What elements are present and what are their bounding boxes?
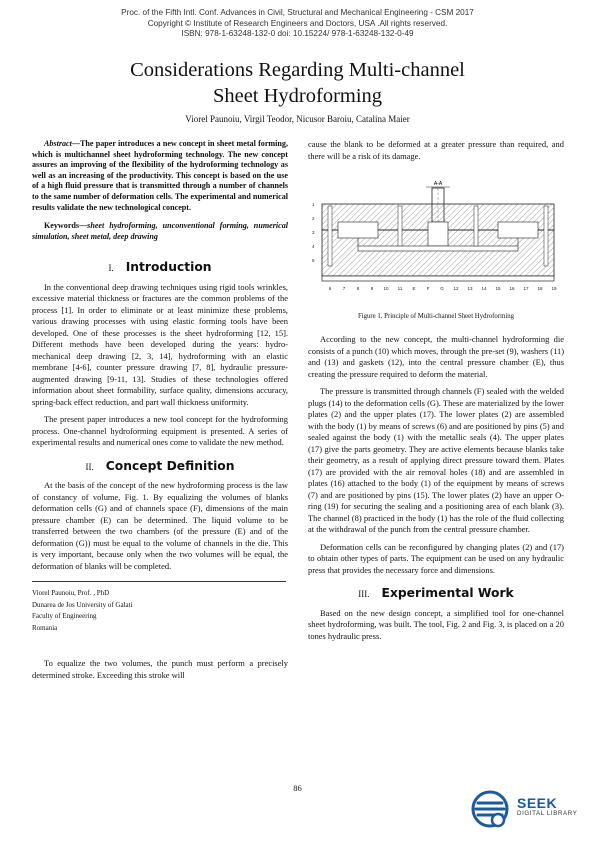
figure-label: 11: [397, 286, 403, 291]
conference-line: Proc. of the Fifth Intl. Conf. Advances in Civil, Structural and Mechanical Engineering - CSM 2017: [121, 8, 474, 17]
section-number: I.: [108, 263, 114, 274]
figure-label: E: [412, 286, 416, 291]
logo-subtitle: DIGITAL LIBRARY: [517, 810, 578, 817]
figure-label: G: [440, 286, 444, 291]
paragraph: According to the new concept, the multi-channel hydroforming die consists of a punch (10) which moves, through the pre-set (9), washers (11) and (13) and gaskets (12), into the central pressure chamber (E), thus creating the pressure required to deform the material.: [308, 334, 564, 379]
figure-caption: Figure 1. Principle of Multi-channel Sheet Hydroforming: [357, 312, 515, 320]
section-title: Introduction: [125, 260, 212, 275]
paragraph: The pressure is transmitted through channels (F) sealed with the welded plugs (14) to the deformation cells (G). These are materialized by the lower plates (2) and the upper plates (17). The lower plates (2) are assembled with the body (1) by means of screws (6) and are positioned by pins (5) and sealed against the body (1) with the metallic seals (4). The upper plates (17) give the parts geometry. They are active elements because blanks take their geometry, as a result of applying direct pressure toward them. Plates (17) are provided with the air removal holes (18) and are assembled in plates (16) attached to the body (1) of the equipment by means of screws (7) and are positioned by pins (15). The lower plates (2) have an upper O-ring (19) for securing the sealing and a positioning area of each blank (3). The channel (8) practiced in the body (1) has the role of the fluid collecting at the withdrawal of the punch from the central pressure chamber.: [308, 386, 564, 534]
figure-label: 1: [312, 202, 315, 207]
figure-label: 9: [370, 286, 374, 291]
figure-label: 6: [328, 286, 332, 291]
figure-label: 19: [551, 286, 557, 291]
affiliation-line: Romania: [32, 623, 58, 632]
logo-text: [517, 795, 577, 817]
deformation-cell: [338, 222, 378, 238]
figure-label: 12: [453, 286, 459, 291]
paragraph: In the conventional deep drawing techniques using rigid tools wrinkles, excessive material thickness or fractures are the common problems of the process [1]. In order to eliminate or at least minimize these problems, various drawing processes with using elastic forming tools have been developed. One of these processes is the sheet hydroforming [12, 15]. Different methods have been developed during the years: hydro-mechanical deep drawing [2, 3, 14], hydroforming with an elastic membrane [4-6], counter pressure drawing [7, 8], hydraulic pressure-augmented drawing [9-11, 13]. Studies of these technologies offered information about sheet formability, surface quality, dimensions accuracy, spring-back effect reduction, and part wall thickness uniformity.: [32, 281, 288, 407]
figure-label: 8: [356, 286, 360, 291]
section-number: III.: [358, 589, 370, 599]
keywords-text: sheet hydroforming, unconventional forming, numerical simulation, sheet metal, deep drawing: [32, 221, 288, 241]
copyright-line: Copyright © Institute of Research Engineers and Doctors, USA .All rights reserved.: [147, 18, 448, 28]
affiliation-line: Viorel Paunoiu, Prof. , PhD: [32, 589, 110, 598]
pressure-chamber: [428, 222, 448, 246]
affiliation-line: Faculty of Engineering: [32, 612, 97, 621]
keywords: [32, 221, 288, 242]
page-number: 86: [293, 783, 302, 793]
section-number: II.: [85, 461, 94, 472]
abstract: [32, 139, 288, 213]
left-column: [32, 139, 288, 687]
figure-label: 7: [342, 286, 346, 291]
seek-logo: [468, 789, 588, 829]
figure-label: 17: [523, 286, 529, 291]
section-title: Concept Definition: [105, 458, 235, 473]
figure-label: 14: [481, 286, 487, 291]
figure-label: 4: [312, 244, 315, 249]
figure-label: 3: [312, 230, 315, 235]
paragraph: The present paper introduces a new tool concept for the hydroforming process. One-channel hydroforming equipment is presented. A series of experimental results and numerical ones come to validate the new method.: [32, 414, 288, 448]
abstract-text: The paper introduces a new concept in sheet metal forming, which is multichannel sheet hydroforming technology. The new concept assures an improving of the flexibility of the hydroforming technology as well as an increasing of the productivity. This concept is based on the use of a high fluid pressure that is transmitted through a number of channels to the same number of deformation cells. The experimental and numerical results validate the new technological concept.: [32, 139, 288, 212]
footnote-rule: [32, 581, 286, 582]
affiliation: [32, 588, 288, 634]
isbn-line: ISBN: 978-1-63248-132-0 doi: 10.15224/ 978-1-63248-132-0-49: [181, 29, 414, 38]
paragraph: Based on the new design concept, a simplified tool for one-channel sheet hydroforming, was built. The tool, Fig. 2 and Fig. 3, is placed on a 20 tones hydraulic press.: [308, 607, 564, 641]
paragraph: cause the blank to be deformed at a greater pressure than required, and there will be a risk of its damage.: [308, 139, 564, 161]
conference-header: [0, 8, 595, 40]
figure-label: 16: [509, 286, 515, 291]
keywords-label: Keywords—: [44, 221, 88, 231]
authors: Viorel Paunoiu, Virgil Teodor, Nicusor Baroiu, Catalina Maier: [185, 114, 410, 124]
title-line-1: Considerations Regarding Multi-channel: [130, 59, 465, 81]
section-heading-experimental: [308, 588, 564, 601]
figure-label: 13: [467, 286, 473, 291]
figure-label: 2: [312, 216, 315, 221]
figure-label: 10: [383, 286, 389, 291]
paragraph: Deformation cells can be reconfigured by changing plates (2) and (17) to obtain other types of parts. The equipment can be used on any hydraulic press that provides the necessary force and dimensions.: [308, 541, 564, 575]
figure-label: 15: [495, 286, 501, 291]
section-label: A-A: [433, 181, 443, 187]
deformation-cell: [498, 222, 538, 238]
section-title: Experimental Work: [381, 586, 514, 600]
logo-name: SEEK: [517, 795, 558, 811]
affiliation-line: Dunarea de Jos University of Galati: [32, 600, 133, 609]
paragraph: To equalize the two volumes, the punch must perform a precisely determined stroke. Exceeding this stroke will: [32, 658, 288, 680]
seek-logo-icon: [468, 789, 512, 829]
figure-1-drawing: [308, 176, 564, 294]
section-heading-introduction: [32, 262, 288, 275]
section-heading-concept: [32, 458, 288, 474]
right-column: [308, 139, 564, 648]
title-line-2: Sheet Hydroforming: [212, 85, 383, 107]
paragraph: At the basis of the concept of the new hydroforming process is the law of constancy of volume, Fig. 1. By equalizing the volumes of blanks deformation cells (G) and of channels space (F), dimensions of the main pressure chamber (E) can be determined. The liquid volume to be transferred between the two chambers (of the pressure (E) and of the deformation (G)) must be equal to the volume of channels in the die. This is very important, because only when the two volumes will be equal, the deformation of blanks will be completed.: [32, 480, 288, 571]
figure-label: 5: [312, 258, 315, 263]
figure-label: 18: [537, 286, 543, 291]
paper-title: [40, 57, 555, 109]
channel: [358, 246, 518, 251]
abstract-label: Abstract—: [44, 139, 80, 148]
figure-label: F: [426, 286, 430, 291]
